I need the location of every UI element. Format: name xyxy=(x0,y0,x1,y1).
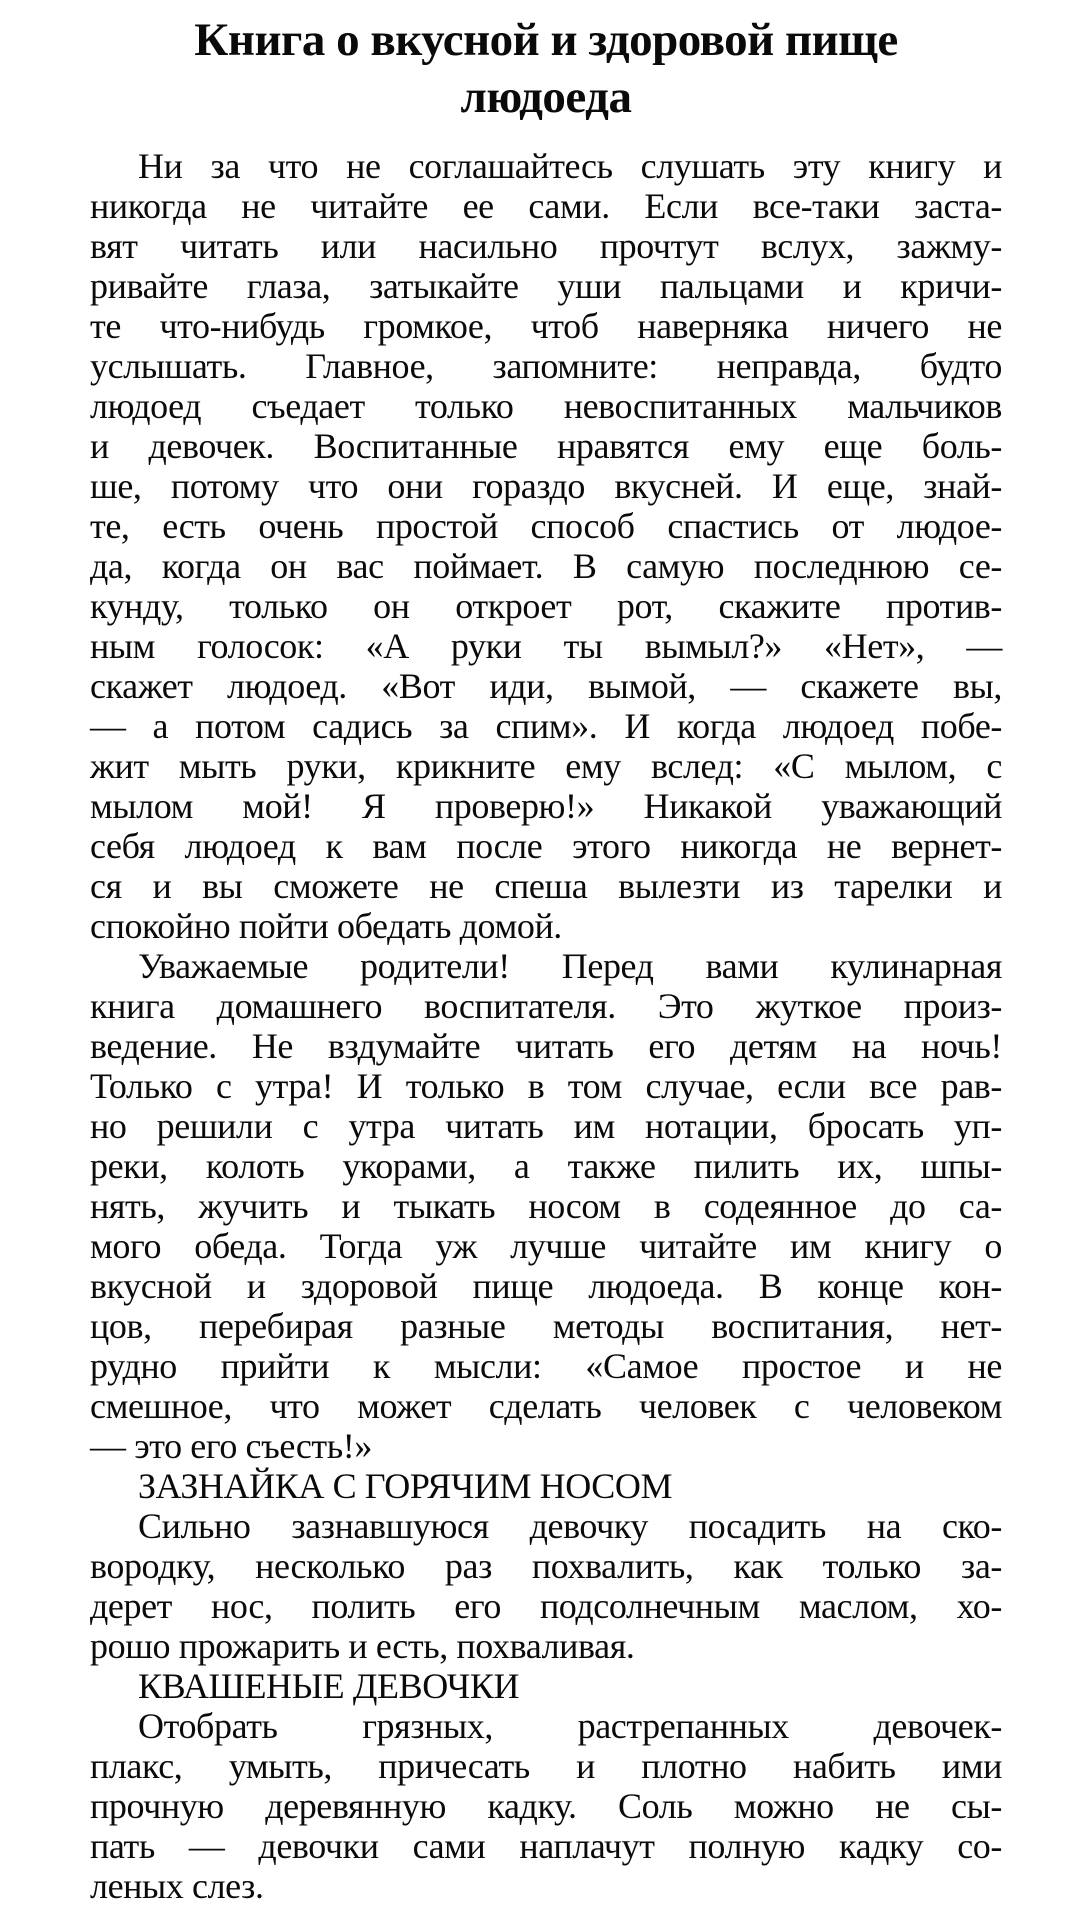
text-line: ведение. Не вздумайте читать его детям на ночь! xyxy=(90,1026,1002,1066)
page-title xyxy=(90,12,1002,126)
text-line: рошо прожарить и есть, похваливая. xyxy=(90,1626,635,1666)
text-line: те, есть очень простой способ спастись от людое- xyxy=(90,506,1002,546)
text-line: ся и вы сможете не спеша вылезти из тарелки и xyxy=(90,866,1002,906)
text-line: прочную деревянную кадку. Соль можно не сы- xyxy=(90,1786,1002,1826)
text-line: мылом мой! Я проверю!» Никакой уважающий xyxy=(90,786,1002,826)
text-line: Ни за что не соглашайтесь слушать эту книгу и xyxy=(138,146,1002,186)
text-line: кунду, только он откроет рот, скажите против- xyxy=(90,586,1002,626)
text-line: ным голосок: «А руки ты вымыл?» «Нет», — xyxy=(90,626,1002,666)
text-line: вкусной и здоровой пище людоеда. В конце кон- xyxy=(90,1266,1002,1306)
text-line: те что-нибудь громкое, чтоб наверняка ничего не xyxy=(90,306,1002,346)
text-line: реки, колоть укорами, а также пилить их, шпы- xyxy=(90,1146,1002,1186)
text-line: леных слез. xyxy=(90,1866,264,1906)
text-line: нять, жучить и тыкать носом в содеянное до са- xyxy=(90,1186,1002,1226)
text-line: ше, потому что они гораздо вкусней. И еще, знай- xyxy=(90,466,1002,506)
body-text xyxy=(90,146,1002,1906)
text-line: пать — девочки сами наплачут полную кадку со- xyxy=(90,1826,1002,1866)
text-line: Сильно зазнавшуюся девочку посадить на ско- xyxy=(138,1506,1002,1546)
text-line: смешное, что может сделать человек с человеком xyxy=(90,1386,1002,1426)
text-line: Отобрать грязных, растрепанных девочек- xyxy=(138,1706,1002,1746)
text-line: себя людоед к вам после этого никогда не вернет- xyxy=(90,826,1002,866)
text-line: вородку, несколько раз похвалить, как только за- xyxy=(90,1546,1002,1586)
text-line: — а потом садись за спим». И когда людоед побе- xyxy=(90,706,1002,746)
paragraph xyxy=(90,946,1002,1466)
text-line: и девочек. Воспитанные нравятся ему еще боль- xyxy=(90,426,1002,466)
text-line: рудно прийти к мысли: «Самое простое и не xyxy=(90,1346,1002,1386)
text-line: скажет людоед. «Вот иди, вымой, — скажете вы, xyxy=(90,666,1002,706)
section-heading xyxy=(90,1466,1002,1506)
text-line: никогда не читайте ее сами. Если все-таки заста- xyxy=(90,186,1002,226)
page-title-line-2: людоеда xyxy=(460,71,632,123)
text-line: спокойно пойти обедать домой. xyxy=(90,906,562,946)
text-line: мого обеда. Тогда уж лучше читайте им книгу о xyxy=(90,1226,1002,1266)
section-heading-line: ЗАЗНАЙКА С ГОРЯЧИМ НОСОМ xyxy=(138,1466,673,1506)
section-heading xyxy=(90,1666,1002,1706)
text-line: вят читать или насильно прочтут вслух, зажму- xyxy=(90,226,1002,266)
text-line: жит мыть руки, крикните ему вслед: «С мылом, с xyxy=(90,746,1002,786)
text-line: людоед съедает только невоспитанных мальчиков xyxy=(90,386,1002,426)
text-line: плакс, умыть, причесать и плотно набить ими xyxy=(90,1746,1002,1786)
text-line: книга домашнего воспитателя. Это жуткое произ- xyxy=(90,986,1002,1026)
paragraph xyxy=(90,146,1002,946)
text-line: цов, перебирая разные методы воспитания, нет- xyxy=(90,1306,1002,1346)
text-line: да, когда он вас поймает. В самую последнюю се- xyxy=(90,546,1002,586)
section-heading-line: КВАШЕНЫЕ ДЕВОЧКИ xyxy=(138,1666,520,1706)
text-line: — это его съесть!» xyxy=(90,1426,372,1466)
page-title-line-1: Книга о вкусной и здоровой пище xyxy=(194,14,898,66)
text-line: услышать. Главное, запомните: неправда, будто xyxy=(90,346,1002,386)
text-line: ривайте глаза, затыкайте уши пальцами и кричи- xyxy=(90,266,1002,306)
text-line: Только с утра! И только в том случае, если все рав- xyxy=(90,1066,1002,1106)
paragraph xyxy=(90,1506,1002,1666)
text-line: Уважаемые родители! Перед вами кулинарная xyxy=(138,946,1002,986)
text-line: но решили с утра читать им нотации, бросать уп- xyxy=(90,1106,1002,1146)
text-line: дерет нос, полить его подсолнечным маслом, хо- xyxy=(90,1586,1002,1626)
paragraph xyxy=(90,1706,1002,1906)
